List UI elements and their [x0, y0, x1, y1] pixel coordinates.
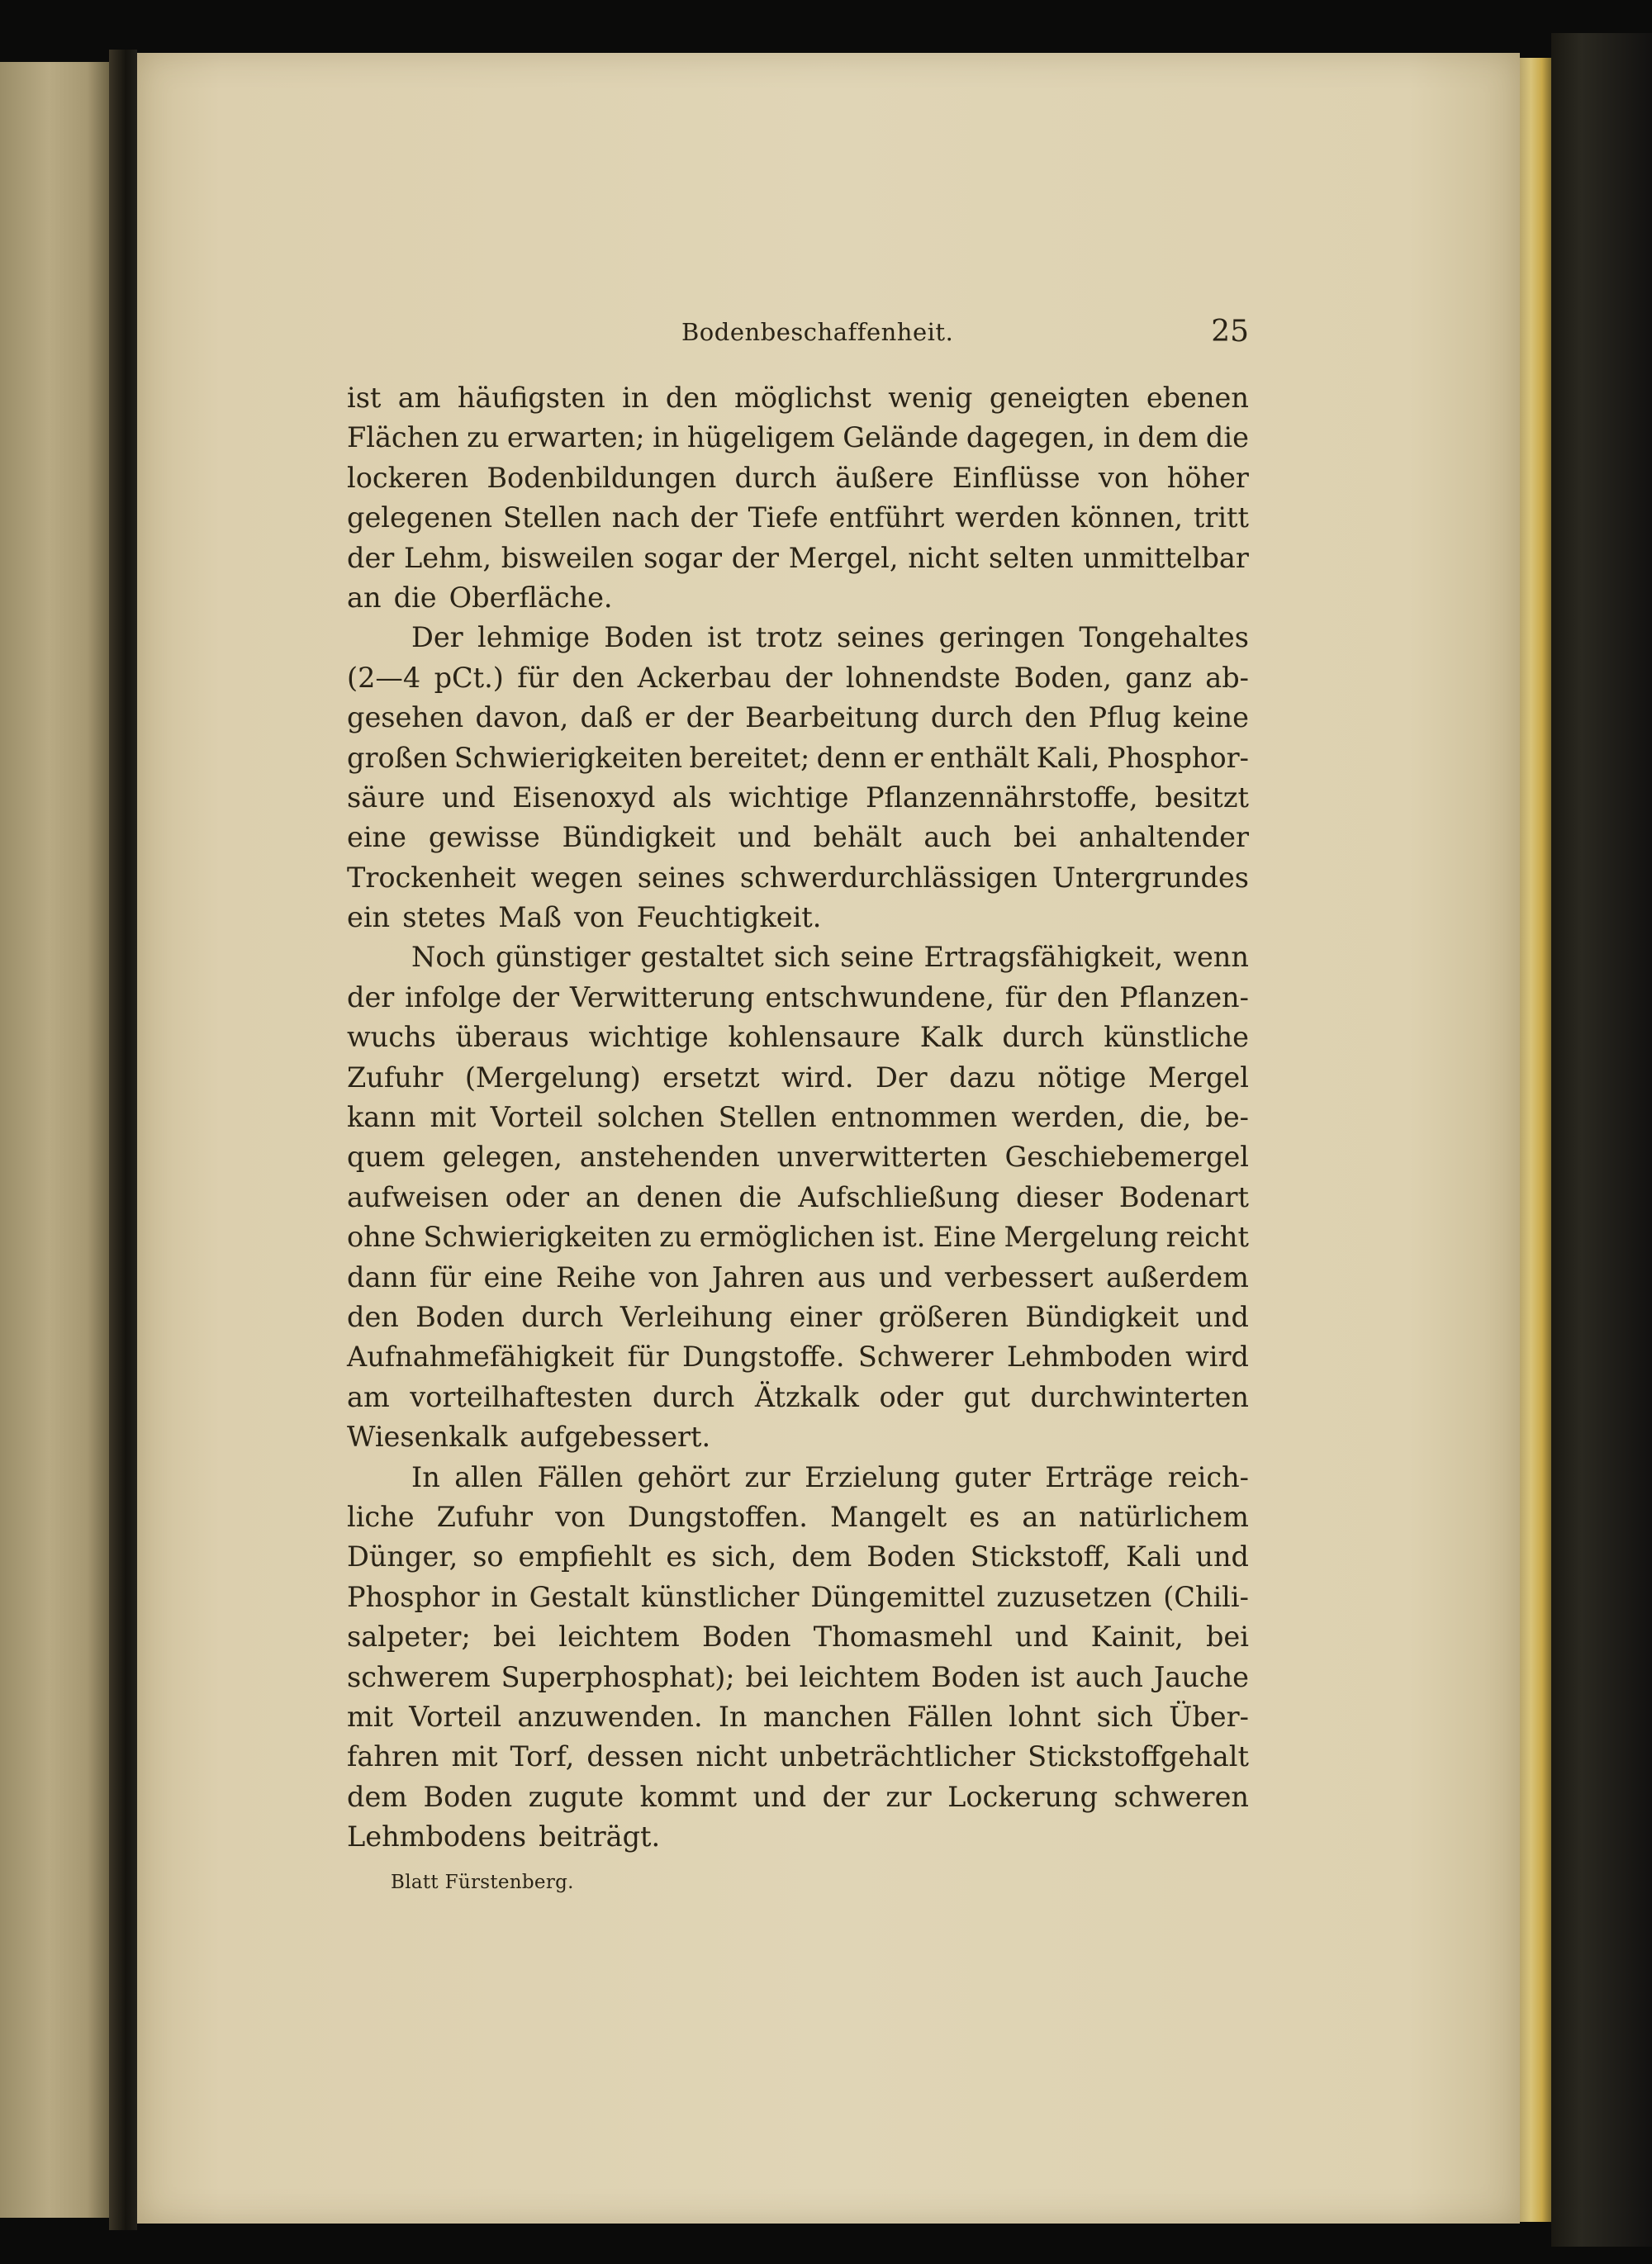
text-line: Wiesenkalk aufgebessert. — [347, 1421, 711, 1454]
text-line: Lehmbodens beiträgt. — [347, 1820, 661, 1853]
text-line: lockeren Bodenbildungen durch äußere Einflüsse von höher — [347, 461, 1249, 494]
page-block-edge — [1520, 58, 1551, 2222]
text-line: an die Oberfläche. — [347, 581, 613, 614]
page-header — [347, 315, 1249, 359]
text-line: der Lehm, bisweilen sogar der Mergel, nicht selten unmittelbar — [347, 541, 1249, 574]
page-number: 25 — [1211, 315, 1249, 349]
text-line: eine gewisse Bündigkeit und behält auch bei anhaltender — [347, 821, 1249, 854]
text-line: mit Vorteil anzuwenden. In manchen Fällen lohnt sich Über- — [347, 1700, 1249, 1733]
text-line: Aufnahmefähigkeit für Dungstoffe. Schwerer Lehmboden wird — [347, 1341, 1249, 1374]
text-line: Flächen zu erwarten; in hügeligem Gelände dagegen, in dem die — [347, 421, 1249, 454]
text-line: In allen Fällen gehört zur Erzielung guter Erträge reich- — [411, 1460, 1249, 1493]
text-line: säure und Eisenoxyd als wichtige Pflanzennährstoffe, besitzt — [347, 781, 1249, 814]
text-line: dem Boden zugute kommt und der zur Lockerung schweren — [347, 1780, 1249, 1813]
text-line: ohne Schwierigkeiten zu ermöglichen ist. Eine Mergelung reicht — [347, 1221, 1249, 1254]
text-line: gesehen davon, daß er der Bearbeitung durch den Pflug keine — [347, 701, 1249, 734]
text-line: den Boden durch Verleihung einer größeren Bündigkeit und — [347, 1300, 1249, 1333]
text-line: Zufuhr (Mergelung) ersetzt wird. Der dazu nötige Mergel — [347, 1061, 1249, 1094]
text-line: quem gelegen, anstehenden unverwitterten Geschiebemergel — [347, 1141, 1249, 1174]
text-line: ein stetes Maß von Feuchtigkeit. — [347, 901, 822, 934]
body-text — [347, 378, 1249, 1857]
text-line: salpeter; bei leichtem Boden Thomasmehl und Kainit, bei — [347, 1621, 1249, 1654]
text-line: schwerem Superphosphat); bei leichtem Boden ist auch Jauche — [347, 1660, 1249, 1693]
signature-mark: Blatt Fürstenberg. — [391, 1872, 574, 1893]
text-line: gelegenen Stellen nach der Tiefe entführt werden können, tritt — [347, 501, 1249, 534]
text-line: liche Zufuhr von Dungstoffen. Mangelt es an natürlichem — [347, 1500, 1249, 1533]
text-line: Trockenheit wegen seines schwerdurchlässigen Untergrundes — [347, 861, 1249, 894]
text-line: Phosphor in Gestalt künstlicher Düngemittel zuzusetzen (Chili- — [347, 1580, 1249, 1613]
text-line: (2—4 pCt.) für den Ackerbau der lohnendste Boden, ganz ab- — [347, 661, 1249, 694]
text-line: Der lehmige Boden ist trotz seines geringen Tongehaltes — [411, 621, 1249, 654]
text-line: Dünger, so empfiehlt es sich, dem Boden Stickstoff, Kali und — [347, 1540, 1249, 1573]
running-title: Bodenbeschaffenheit. — [681, 318, 954, 346]
text-line: wuchs überaus wichtige kohlensaure Kalk durch künstliche — [347, 1021, 1249, 1054]
text-line: Noch günstiger gestaltet sich seine Ertragsfähigkeit, wenn — [411, 941, 1249, 974]
text-line: kann mit Vorteil solchen Stellen entnommen werden, die, be- — [347, 1101, 1249, 1134]
book-cover — [1551, 33, 1652, 2247]
text-line: ist am häufigsten in den möglichst wenig geneigten ebenen — [347, 382, 1249, 414]
text-line: der infolge der Verwitterung entschwundene, für den Pflanzen- — [347, 980, 1249, 1013]
text-line: dann für eine Reihe von Jahren aus und verbessert außerdem — [347, 1260, 1249, 1293]
text-line: aufweisen oder an denen die Aufschließung dieser Bodenart — [347, 1180, 1249, 1213]
book-gutter — [109, 50, 137, 2230]
text-line: großen Schwierigkeiten bereitet; denn er enthält Kali, Phosphor- — [347, 741, 1249, 774]
left-page-edge — [0, 62, 109, 2218]
text-line: fahren mit Torf, dessen nicht unbeträchtlicher Stickstoffgehalt — [347, 1740, 1249, 1773]
text-line: am vorteilhaftesten durch Ätzkalk oder gut durchwinterten — [347, 1380, 1249, 1413]
